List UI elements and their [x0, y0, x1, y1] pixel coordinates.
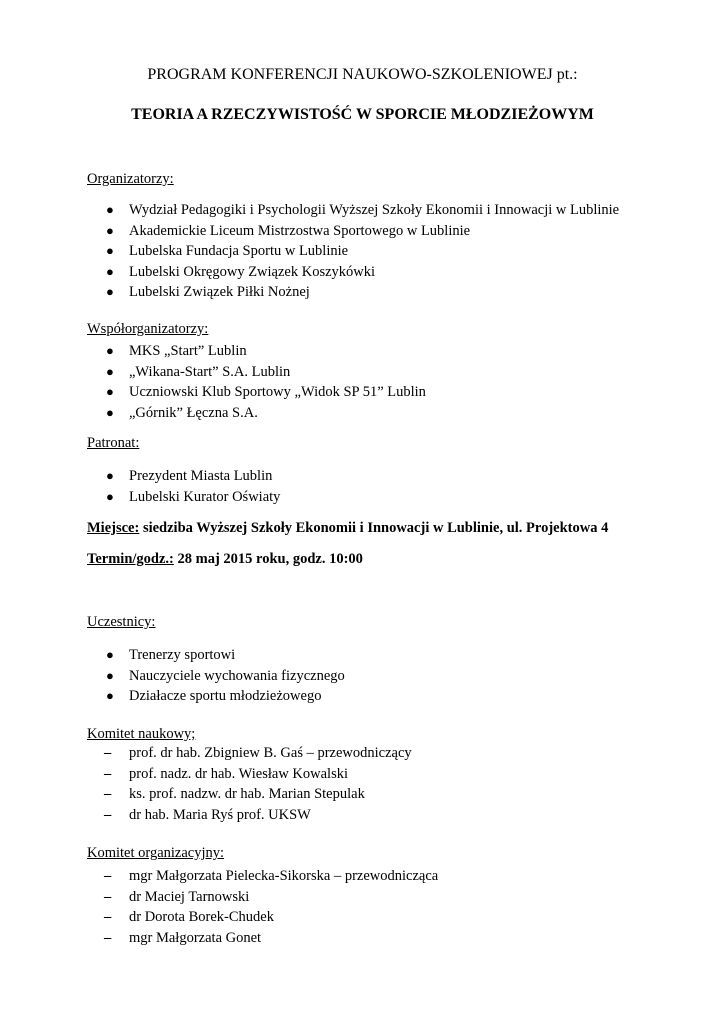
list-item: ● Trenerzy sportowi	[0, 645, 345, 666]
conference-program-title: PROGRAM KONFERENCJI NAUKOWO-SZKOLENIOWEJ pt.:	[147, 66, 578, 83]
participants-heading: Uczestnicy:	[87, 614, 156, 630]
list-item: ● Lubelski Okręgowy Związek Koszykówki	[0, 262, 619, 283]
bullet-icon: ●	[106, 647, 114, 662]
bullet-icon: ●	[106, 667, 114, 683]
bullet-icon: ●	[106, 488, 114, 504]
participants-list	[0, 645, 345, 707]
list-item: ● Lubelski Kurator Oświaty	[0, 487, 280, 508]
bullet-icon: ●	[106, 263, 114, 279]
bullet-icon: ●	[106, 243, 114, 259]
list-item: ● Prezydent Miasta Lublin	[0, 466, 280, 487]
place-label: Miejsce:	[87, 520, 140, 536]
organizers-list	[0, 200, 619, 303]
dash-icon: –	[104, 929, 112, 946]
list-item: ● Lubelski Związek Piłki Nożnej	[0, 282, 619, 303]
organizing-committee-heading: Komitet organizacyjny:	[87, 845, 225, 861]
bullet-icon: ●	[106, 384, 114, 400]
place-line	[87, 520, 608, 537]
bullet-icon: ●	[106, 363, 114, 379]
bullet-icon: ●	[106, 404, 114, 420]
list-item: – mgr Małgorzata Pielecka-Sikorska – przewodnicząca	[0, 866, 438, 887]
dash-icon: –	[104, 765, 112, 782]
date-label: Termin/godz.:	[87, 551, 174, 567]
list-item: – prof. nadz. dr hab. Wiesław Kowalski	[0, 764, 412, 785]
date-line	[87, 551, 363, 568]
dash-icon: –	[104, 745, 112, 761]
co-organizers-list	[0, 341, 426, 423]
organizers-heading: Organizatorzy:	[87, 171, 174, 187]
bullet-icon: ●	[106, 468, 114, 483]
list-item: – dr Maciej Tarnowski	[0, 887, 438, 908]
list-item: ● Nauczyciele wychowania fizycznego	[0, 666, 345, 687]
conference-topic-title: TEORIA A RZECZYWISTOŚĆ W SPORCIE MŁODZIEŻOWYM	[131, 106, 594, 123]
dash-icon: –	[104, 888, 112, 905]
dash-icon: –	[104, 806, 112, 823]
list-item: ● „Wikana-Start” S.A. Lublin	[0, 362, 426, 383]
list-item: – ks. prof. nadzw. dr hab. Marian Stepulak	[0, 784, 412, 805]
organizing-committee-list	[0, 866, 438, 948]
bullet-icon: ●	[106, 202, 114, 217]
scientific-committee-list	[0, 743, 412, 825]
dash-icon: –	[104, 786, 112, 803]
list-item: – prof. dr hab. Zbigniew B. Gaś – przewodniczący	[0, 743, 412, 764]
list-item: ● Uczniowski Klub Sportowy „Widok SP 51” Lublin	[0, 382, 426, 403]
place-value: siedziba Wyższej Szkoły Ekonomii i Innowacji w Lublinie, ul. Projektowa 4	[139, 520, 609, 536]
bullet-icon: ●	[106, 284, 114, 300]
dash-icon: –	[104, 868, 112, 884]
list-item: ● Lubelska Fundacja Sportu w Lublinie	[0, 241, 619, 262]
list-item: ● „Górnik” Łęczna S.A.	[0, 403, 426, 424]
scientific-committee-heading: Komitet naukowy;	[87, 726, 196, 742]
list-item: – dr Dorota Borek-Chudek	[0, 907, 438, 928]
list-item: – mgr Małgorzata Gonet	[0, 928, 438, 949]
list-item: ● Wydział Pedagogiki i Psychologii Wyższej Szkoły Ekonomii i Innowacji w Lublinie	[0, 200, 619, 221]
list-item: ● Akademickie Liceum Mistrzostwa Sportowego w Lublinie	[0, 221, 619, 242]
list-item: ● MKS „Start” Lublin	[0, 341, 426, 362]
date-value: 28 maj 2015 roku, godz. 10:00	[173, 551, 363, 567]
dash-icon: –	[104, 909, 112, 926]
patronage-heading: Patronat:	[87, 435, 140, 451]
list-item: ● Działacze sportu młodzieżowego	[0, 686, 345, 707]
bullet-icon: ●	[106, 343, 114, 358]
co-organizers-heading: Współorganizatorzy:	[87, 321, 209, 337]
list-item: – dr hab. Maria Ryś prof. UKSW	[0, 805, 412, 826]
patronage-list	[0, 466, 280, 507]
bullet-icon: ●	[106, 688, 114, 704]
bullet-icon: ●	[106, 222, 114, 238]
